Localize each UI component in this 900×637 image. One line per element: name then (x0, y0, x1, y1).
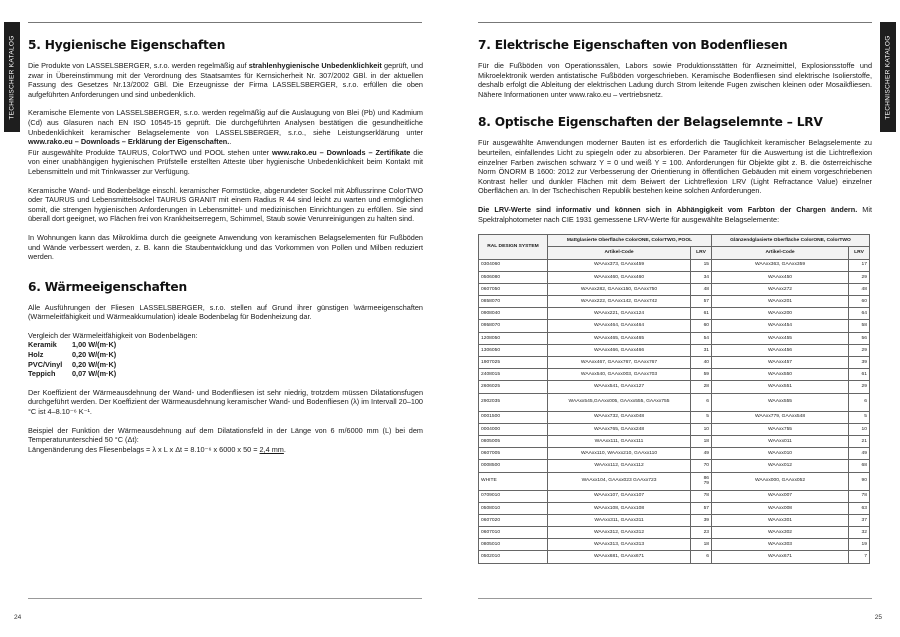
cell-matt-code: WAAxx104, GAAxx023 GAAxx723 (548, 472, 691, 490)
cell-glanz-code: WAAxx303 (712, 539, 849, 551)
cell-matt-code: WAAxx732, GAAxx048 (548, 411, 691, 423)
cell-matt-code: WAAxx373, GAAxx459 (548, 259, 691, 271)
table-row (479, 514, 870, 526)
cell-matt-lrv: 18 (691, 539, 712, 551)
cell-ral: 0508010 (479, 502, 548, 514)
side-tab-right (880, 22, 896, 132)
table-row (479, 332, 870, 344)
s7-paragraph-1: Für die Fußböden von Operationssälen, Labors sowie Produktionsstätten für Arzneimittel, Explosionsstoffe und Mikroelektronik werden antistatische Fußböden vorgeschrieben. Keramische Bodenfliesen sind elektrische Isolierstoffe, deshalb erfolgt die Ableitung der elektrischen Ladung durch Strom leitende Fugen zwischen kleinen oder Mosaikfliesen. Nähere Informationen unter www.rako.eu – vertriebsnetz. (478, 61, 872, 99)
cell-glanz-lrv: 68 (849, 460, 870, 472)
table-row (479, 308, 870, 320)
section-7-title: 7. Elektrische Eigenschaften von Bodenfliesen (478, 38, 788, 52)
col-ral: RAL DESIGN SYSTEM (479, 235, 548, 259)
cell-glanz-lrv: 56 (849, 332, 870, 344)
cell-matt-lrv: 23 (691, 527, 712, 539)
cell-glanz-code: WAAxx550 (712, 369, 849, 381)
table-body (479, 259, 870, 563)
table-row (479, 460, 870, 472)
cell-matt-code: WAAxx221, GAAxx124 (548, 308, 691, 320)
cell-matt-lrv: 28 (691, 381, 712, 393)
cell-glanz-lrv: 39 (849, 357, 870, 369)
cell-matt-code: WAAxx540, GAAxx003, GAAxx703 (548, 369, 691, 381)
cell-glanz-code: WAAxx457 (712, 357, 849, 369)
cell-glanz-code: WAAxx555 (712, 393, 849, 411)
cell-matt-lrv: 60 (691, 320, 712, 332)
cell-matt-lrv: 78 (691, 490, 712, 502)
table-row (479, 259, 870, 271)
cell-matt-code: WAAxx545,GAAxx005, GAAxx555, GAAxx755 (548, 393, 691, 411)
s6-paragraph-3: Der Koeffizient der Wärmeausdehnung der Wand- und Bodenfliesen ist sehr niedrig, trotzdem müssen Dilatationsfugen durchgeführt werden. Der Koeffizient der Wärmeausdehnung keramischer Wand- und Bodenfliesen (λ) im Intervall 20–100 °C ist 4–8.10⁻⁶ K⁻¹. (28, 387, 423, 417)
cell-glanz-lrv: 64 (849, 308, 870, 320)
cell-matt-lrv: 5 (691, 411, 712, 423)
cell-matt-code: WAAxx460, GAAxx460 (548, 271, 691, 283)
cell-matt-lrv: 61 (691, 308, 712, 320)
cell-glanz-lrv: 17 (849, 259, 870, 271)
cell-matt-lrv: 57 (691, 502, 712, 514)
cell-matt-lrv: 70 (691, 460, 712, 472)
table-header-row (479, 235, 870, 247)
cell-glanz-code: WAAxx456 (712, 344, 849, 356)
cell-glanz-code: WAAxx011 (712, 435, 849, 447)
cell-glanz-lrv: 29 (849, 271, 870, 283)
lrv-table (478, 234, 870, 564)
cell-glanz-code: WAAxx551 (712, 381, 849, 393)
section-6-title: 6. Wärmeeigenschaften (28, 279, 187, 294)
cell-glanz-code: WAAxx012 (712, 460, 849, 472)
cell-glanz-code: WAAxx200 (712, 308, 849, 320)
cell-matt-lrv: 34 (691, 271, 712, 283)
s5-paragraph-4: Keramische Wand- und Bodenbeläge einschl. keramischer Formstücke, abgerundeter Sockel mit Abflussrinne ColorTWO oder TAURUS und Lebensmittelsockel TAURUS GRANIT mit einem Radius R 44 sind leicht zu warten und ermöglichen somit, die strengen hygienischen Anforderungen in Lebensmittel- und medizinischen Einrichtungen zu erfüllen. Sie sind überall dort geeignet, wo Flächen frei von Krankheitserregern, Schimmel, Staub sowie Verunreinigungen zu halten sind. (28, 185, 423, 224)
right-page (450, 0, 900, 637)
col-lrv-matt: LRV (691, 247, 712, 259)
cell-ral: 0858070 (479, 296, 548, 308)
s8-paragraph-2: Die LRV-Werte sind informativ und können sich in Abhängigkeit vom Farbton der Chargen ändern. Mit Spektralphotometer nach CIE 1931 gemessene LRV-Werte für ausgewählte Belagselemente: (478, 204, 872, 224)
cell-matt-code: WAAxx222, GAAxx142, GAAxx742 (548, 296, 691, 308)
cell-matt-lrv: 6 (691, 393, 712, 411)
top-rule (478, 22, 872, 23)
table-row (479, 283, 870, 295)
cell-ral: 0958070 (479, 320, 548, 332)
cell-glanz-code: WAAxx779, GAAxx548 (712, 411, 849, 423)
cell-glanz-lrv: 58 (849, 320, 870, 332)
table-row (479, 296, 870, 308)
cell-ral: 0506080 (479, 271, 548, 283)
cell-matt-lrv: 48 (691, 283, 712, 295)
list-item: Teppich 0,07 W/(m·K) (28, 369, 117, 379)
cell-glanz-lrv: 48 (849, 283, 870, 295)
cell-matt-code: WAAxx282, GAAxx150, GAAxx750 (548, 283, 691, 295)
cell-glanz-code: WAAxx008 (712, 502, 849, 514)
cell-matt-code: WAAxx107, GAAxx107 (548, 490, 691, 502)
s6-paragraph-1: Alle Ausführungen der Fliesen LASSELSBERGER, s.r.o. stellen auf Grund ihrer günstigen \wärmeeigenschaften (Wärmeleitfähigkeit und Wärmeakkumulation) ideale Bodenbelag für Bodenheizung dar. (28, 302, 423, 322)
s6-paragraph-2: Vergleich der Wärmeleitfähigkeit von Bodenbelägen: (28, 330, 198, 340)
table-row (479, 271, 870, 283)
section-8-title: 8. Optische Eigenschaften der Belagselemnte – LRV (478, 115, 823, 130)
cell-glanz-lrv: 90 (849, 472, 870, 490)
cell-glanz-lrv: 29 (849, 381, 870, 393)
cell-glanz-lrv: 32 (849, 527, 870, 539)
page-number: 24 (14, 614, 22, 621)
cell-glanz-lrv: 21 (849, 435, 870, 447)
cell-ral: 0607020 (479, 514, 548, 526)
s5-paragraph-2: Keramische Elemente von LASSELSBERGER, s.r.o. werden regelmäßig auf die Auslaugung von Blei (Pb) und Kadmium (Cd) aus Glasuren nach EN ISO 10545-15 geprüft. Die durchgeführten Analysen bestätigen die gesundheitliche Unbedenklichkeit keramischer Belagselemente von LASSELSBERGER, s.r.o., siehe Leistungserklärung unter www.rako.eu – Downloads – Erklärung der Eigenschaften.. (28, 108, 423, 147)
table-row (479, 539, 870, 551)
cell-ral: 1907025 (479, 357, 548, 369)
cell-ral: 1306050 (479, 344, 548, 356)
list-item: Holz 0,20 W/(m·K) (28, 350, 117, 360)
cell-glanz-code: WAAxx671 (712, 551, 849, 563)
table-row (479, 411, 870, 423)
cell-glanz-code: WAAxx010 (712, 448, 849, 460)
cell-matt-code: WAAxx467, GAAxx767, GAAxx767 (548, 357, 691, 369)
cell-glanz-code: WAAxx272 (712, 283, 849, 295)
cell-matt-code: WAAxx765, GAAxx248 (548, 423, 691, 435)
table-row (479, 393, 870, 411)
col-art-glanz: Artikel-Code (712, 247, 849, 259)
cell-glanz-lrv: 60 (849, 296, 870, 308)
s5-paragraph-3: Für ausgewählte Produkte TAURUS, ColorTWO und POOL stehen unter www.rako.eu – Downloads – Zertifikate die von einer unabhängigen hygienischen Prüfstelle erstellten Atteste über hygienische Unbedenklichkeit beim Kontakt mit Lebensmitteln und mit Trinkwasser zur Verfügung. (28, 147, 424, 176)
cell-matt-code: WAAxx111, GAAxx111 (548, 435, 691, 447)
cell-glanz-lrv: 29 (849, 344, 870, 356)
cell-glanz-code: WAAxx302 (712, 527, 849, 539)
bottom-rule (478, 598, 872, 599)
table-row (479, 381, 870, 393)
cell-glanz-lrv: 7 (849, 551, 870, 563)
table-row (479, 490, 870, 502)
cell-matt-lrv: 6 (691, 551, 712, 563)
col-art-matt: Artikel-Code (548, 247, 691, 259)
cell-matt-lrv: 54 (691, 332, 712, 344)
cell-matt-code: WAAxx112, GAAxx112 (548, 460, 691, 472)
cell-ral: 2606025 (479, 381, 548, 393)
cell-matt-lrv: 57 (691, 296, 712, 308)
cell-glanz-code: WAAxx301 (712, 514, 849, 526)
s6-paragraph-4: Beispiel der Funktion der Wärmeausdehnung auf dem Dilatationsfeld in der Länge von 6 m/6000 mm (L) bei dem Temperaturunterschied 50 °C (Δt): Längenänderung des Fliesenbelags = λ x L x Δt = 8.10⁻⁶ x 6000 x 50 = 2,4 mm. (28, 425, 423, 454)
col-matt: Mattglasierte Oberfläche ColorONE, ColorTWO, POOL (548, 235, 712, 247)
cell-glanz-lrv: 37 (849, 514, 870, 526)
cell-ral: 0805010 (479, 539, 548, 551)
cell-matt-lrv: 49 (691, 448, 712, 460)
right-content (478, 32, 872, 564)
cell-glanz-code: WAAxx454 (712, 320, 849, 332)
list-item: Keramik 1,00 W/(m·K) (28, 340, 117, 350)
s5-paragraph-5: In Wohnungen kann das Mikroklima durch die geeignete Anwendung von keramischen Belagselementen für Fußböden und Wände verbessert werden, z. B. kann die Staubentwicklung und das Vorkommen von Pollen und Milben reduziert werden. (28, 232, 423, 262)
cell-matt-code: WAAxx681, GAAxx671 (548, 551, 691, 563)
table-row (479, 357, 870, 369)
cell-glanz-code: WAAxx755 (712, 423, 849, 435)
cell-ral: 0004000 (479, 423, 548, 435)
side-tab-left (4, 22, 20, 132)
s5-paragraph-1: Die Produkte von LASSELSBERGER, s.r.o. werden regelmäßig auf strahlenhygienische Unbedenklichkeit geprüft, und zwar in Übereinstimmung mit der Verordnung des Staatsamtes für Kernsicherheit Nr. 307/2002 GBl. in der aktuellen Fassung des Gesetzes Nr.13/2002 GBl. Die Erzeugnisse der Firma LASSELSBERGER, s.r.o. erfüllen die oben aufgeführten Anforderungen und sind unbedenklich. (28, 61, 423, 99)
cell-ral: 2902035 (479, 393, 548, 411)
side-tab-label: TECHNISCHER KATALOG (884, 34, 892, 120)
page-number: 25 (874, 614, 882, 621)
col-glanz: Glänzendglasierte Oberfläche ColorONE, ColorTWO (712, 235, 870, 247)
cell-matt-code: WAAxx110, WAAxx210, GAAxx110 (548, 448, 691, 460)
table-row (479, 448, 870, 460)
cell-ral: 0908040 (479, 308, 548, 320)
cell-glanz-lrv: 6 (849, 393, 870, 411)
table-row (479, 435, 870, 447)
cell-ral: 0607010 (479, 527, 548, 539)
table-row (479, 369, 870, 381)
table-row (479, 320, 870, 332)
cell-glanz-code: WAAxx450 (712, 271, 849, 283)
cell-matt-lrv: 59 (691, 369, 712, 381)
cell-matt-code: WAAxx465, GAAxx465 (548, 332, 691, 344)
cell-glanz-lrv: 19 (849, 539, 870, 551)
cell-matt-code: WAAxx466, GAAxx466 (548, 344, 691, 356)
cell-ral: 0607005 (479, 448, 548, 460)
cell-matt-code: WAAxx312, GAAxx312 (548, 527, 691, 539)
cell-matt-lrv: 31 (691, 344, 712, 356)
cell-ral: 0607050 (479, 283, 548, 295)
bottom-rule (28, 598, 422, 599)
table-row (479, 472, 870, 490)
side-tab-label: TECHNISCHER KATALOG (8, 34, 16, 120)
cell-matt-lrv: 40 (691, 357, 712, 369)
table-row (479, 344, 870, 356)
cell-matt-code: WAAxx541, GAAxx127 (548, 381, 691, 393)
cell-glanz-lrv: 5 (849, 411, 870, 423)
cell-ral: 0001500 (479, 411, 548, 423)
cell-matt-code: WAAxx108, GAAxx108 (548, 502, 691, 514)
cell-glanz-code: WAAxx455 (712, 332, 849, 344)
s8-paragraph-1: Für ausgewählte Anwendungen moderner Bauten ist es erforderlich die Tauglichkeit keramischer Belagselemente zu beurteilen, einfallendes Licht zu spiegeln oder zu absorbieren. Der Parameter für die Auswertung ist die Lichtreflexion einzelner Farben zwischen schwarz Y = 0 und weiß Y = 100. Anforderungen für Objekte gibt z. B. die österreichische Norm ÖNORM B 1600: 2012 zur Verbesserung der Orientierung in öffentlichen Gebäuden mit einem vorgeschriebenen Kontrast heller und dunkler Flächen mit dem Beiwert der Lichtreflexion LRV (Light Refractance Value) einzelner Oberflächen an. In der Tschechischen Republik bestehen keine solchen Anforderungen. (478, 138, 872, 196)
cell-ral: WHITE (479, 472, 548, 490)
col-lrv-glanz: LRV (849, 247, 870, 259)
conductivity-list (28, 340, 423, 378)
cell-ral: 0008500 (479, 460, 548, 472)
table-row (479, 502, 870, 514)
cell-matt-code: WAAxx313, GAAxx313 (548, 539, 691, 551)
cell-ral: 1208050 (479, 332, 548, 344)
cell-ral: 0709010 (479, 490, 548, 502)
cell-matt-code: WAAxx464, GAAxx464 (548, 320, 691, 332)
cell-matt-lrv: 18 (691, 435, 712, 447)
table-row (479, 527, 870, 539)
cell-glanz-code: WAAxx007 (712, 490, 849, 502)
left-content (28, 32, 423, 463)
cell-ral: 0502010 (479, 551, 548, 563)
cell-glanz-lrv: 78 (849, 490, 870, 502)
cell-matt-lrv: 86 79 (691, 472, 712, 490)
cell-glanz-code: WAAxx363, GAAxx359 (712, 259, 849, 271)
cell-matt-lrv: 15 (691, 259, 712, 271)
cell-ral: 2408015 (479, 369, 548, 381)
cell-matt-lrv: 39 (691, 514, 712, 526)
cell-glanz-lrv: 49 (849, 448, 870, 460)
list-item: PVC/Vinyl 0,20 W/(m·K) (28, 359, 117, 369)
cell-glanz-lrv: 10 (849, 423, 870, 435)
cell-glanz-lrv: 61 (849, 369, 870, 381)
cell-glanz-code: WAAxx000, GAAxx052 (712, 472, 849, 490)
table-row (479, 551, 870, 563)
cell-glanz-code: WAAxx201 (712, 296, 849, 308)
top-rule (28, 22, 422, 23)
table-row (479, 423, 870, 435)
cell-matt-lrv: 10 (691, 423, 712, 435)
cell-glanz-lrv: 63 (849, 502, 870, 514)
cell-ral: 0304060 (479, 259, 548, 271)
cell-ral: 0805005 (479, 435, 548, 447)
section-5-title: 5. Hygienische Eigenschaften (28, 38, 226, 52)
cell-matt-code: WAAxx311, GAAxx311 (548, 514, 691, 526)
